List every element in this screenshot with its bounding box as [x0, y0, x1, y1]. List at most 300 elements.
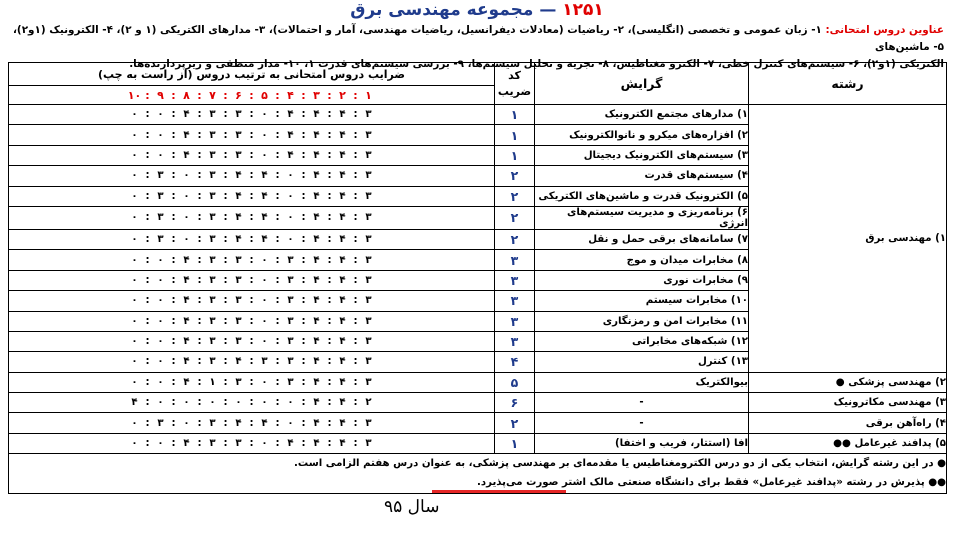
coefficient-value: ۴: [261, 417, 268, 429]
coefficient-value: ۴: [313, 254, 320, 266]
coefficient-value: ۴: [339, 129, 346, 141]
coef-separator: :: [301, 254, 306, 266]
coef-separator: :: [353, 336, 358, 348]
coefficient-value: ۳: [365, 376, 372, 388]
coefficient-value: ۴: [183, 109, 190, 121]
coefficient-value: ۴: [183, 129, 190, 141]
coefficient-value: ۰: [131, 149, 138, 161]
code-cell: ۱: [495, 125, 535, 145]
coef-separator: :: [301, 376, 306, 388]
coefficient-value: ۴: [339, 315, 346, 327]
coefficient-value: ۰: [131, 376, 138, 388]
coef-separator: :: [145, 234, 150, 246]
coef-separator: :: [327, 170, 332, 182]
track-cell: ۹) مخابرات نوری: [535, 270, 749, 290]
coefficient-value: ۳: [235, 129, 242, 141]
coef-separator: :: [197, 190, 202, 202]
coef-separator: :: [145, 295, 150, 307]
coef-separator: :: [275, 88, 280, 102]
coefficient-value: ۳: [209, 170, 216, 182]
coef-separator: :: [249, 315, 254, 327]
coef-separator: :: [145, 356, 150, 368]
track-cell: ۱۱) مخابرات امن و رمزنگاری: [535, 311, 749, 331]
coef-separator: :: [145, 417, 150, 429]
coef-separator: :: [301, 109, 306, 121]
coef-separator: :: [249, 212, 254, 224]
coef-separator: :: [197, 149, 202, 161]
coef-separator: :: [301, 190, 306, 202]
coefficient-value: ۴: [339, 295, 346, 307]
coef-separator: :: [301, 356, 306, 368]
track-cell: ۵) الکترونیک قدرت و ماشین‌های الکتریکی: [535, 186, 749, 206]
coef-separator: :: [223, 109, 228, 121]
coefficient-value: ۴: [313, 212, 320, 224]
table-row: [9, 372, 947, 392]
code-cell: ۳: [495, 291, 535, 311]
coef-separator: :: [171, 336, 176, 348]
coefficient-value: ۳: [365, 438, 372, 450]
coef-separator: :: [249, 149, 254, 161]
coefficient-value: ۳: [209, 295, 216, 307]
coefficient-value: ۳: [365, 190, 372, 202]
coefficient-value: ۰: [287, 170, 294, 182]
coef-separator: :: [327, 376, 332, 388]
coef-separator: :: [197, 356, 202, 368]
coef-separator: :: [197, 376, 202, 388]
code-cell: ۳: [495, 270, 535, 290]
track-cell: ۶) برنامه‌ریزی و مدیریت سیستم‌های انرژی: [535, 206, 749, 229]
coef-separator: :: [223, 254, 228, 266]
coef-separator: :: [197, 254, 202, 266]
note-row: [9, 454, 947, 474]
field-cell: ۴) راه‌آهن برقی: [749, 413, 947, 433]
track-cell: ۱۲) شبکه‌های مخابراتی: [535, 331, 749, 351]
coefficient-value: ۰: [157, 129, 164, 141]
coefficient-value: ۴: [183, 274, 190, 286]
coefficient-value: ۴: [339, 109, 346, 121]
coefficient-value: ۰: [261, 129, 268, 141]
table-row: [9, 413, 947, 433]
coef-separator: :: [223, 295, 228, 307]
coefficient-value: ۳: [235, 315, 242, 327]
coefficient-value: ۳: [235, 109, 242, 121]
coefficients-cell: [9, 413, 495, 433]
field-cell: ۱) مهندسی برق: [749, 105, 947, 373]
coefficients-cell: [9, 331, 495, 351]
coefficient-value: ۱: [209, 376, 216, 388]
coef-separator: :: [353, 438, 358, 450]
coef-separator: :: [223, 190, 228, 202]
coef-number-label: ۴: [287, 88, 294, 102]
coefficient-value: ۰: [183, 190, 190, 202]
coefficient-value: ۴: [287, 438, 294, 450]
coefficient-value: ۴: [183, 438, 190, 450]
coefficient-value: ۴: [313, 274, 320, 286]
coef-separator: :: [275, 356, 280, 368]
coefficient-value: ۰: [131, 295, 138, 307]
coef-separator: :: [275, 190, 280, 202]
coefficient-value: ۰: [131, 212, 138, 224]
field-cell: ۲) مهندسی پزشکی ●: [749, 372, 947, 392]
coefficients-table: [8, 62, 947, 494]
coef-separator: :: [249, 295, 254, 307]
coefficient-value: ۳: [365, 129, 372, 141]
header-track: گرایش: [535, 63, 749, 105]
coefficient-value: ۳: [209, 190, 216, 202]
coef-separator: :: [353, 88, 358, 102]
coef-separator: :: [301, 129, 306, 141]
field-cell: ۳) مهندسی مکاترونیک: [749, 393, 947, 413]
coef-separator: :: [197, 438, 202, 450]
coefficient-value: ۰: [287, 190, 294, 202]
coefficient-value: ۰: [261, 149, 268, 161]
coefficient-value: ۰: [261, 438, 268, 450]
coef-separator: :: [327, 438, 332, 450]
table-row: [9, 393, 947, 413]
coef-separator: :: [145, 274, 150, 286]
coefficient-value: ۳: [287, 315, 294, 327]
coef-separator: :: [327, 212, 332, 224]
coefficient-value: ۳: [209, 212, 216, 224]
coef-separator: :: [171, 88, 176, 102]
coef-separator: :: [145, 190, 150, 202]
coef-separator: :: [171, 212, 176, 224]
coef-separator: :: [249, 356, 254, 368]
coef-separator: :: [223, 417, 228, 429]
coefficients-cell: [9, 270, 495, 290]
coef-separator: :: [145, 376, 150, 388]
coef-separator: :: [301, 315, 306, 327]
coef-separator: :: [171, 109, 176, 121]
coefficient-value: ۴: [313, 149, 320, 161]
coefficient-value: ۴: [183, 356, 190, 368]
coef-separator: :: [353, 234, 358, 246]
coefficient-value: ۰: [183, 234, 190, 246]
coef-separator: :: [327, 109, 332, 121]
coef-separator: :: [145, 438, 150, 450]
coef-separator: :: [249, 397, 254, 409]
coef-separator: :: [353, 376, 358, 388]
coefficient-value: ۳: [365, 254, 372, 266]
coefficient-value: ۴: [339, 336, 346, 348]
track-cell: ۱۰) مخابرات سیستم: [535, 291, 749, 311]
coef-separator: :: [223, 88, 228, 102]
code-cell: ۲: [495, 413, 535, 433]
coefficient-value: ۰: [157, 274, 164, 286]
coefficient-value: ۰: [157, 438, 164, 450]
coefficient-value: ۰: [261, 109, 268, 121]
coef-number-label: ۶: [235, 88, 242, 102]
coefficient-value: ۳: [261, 356, 268, 368]
coefficient-value: ۴: [339, 212, 346, 224]
coef-separator: :: [145, 397, 150, 409]
coefficient-value: ۴: [131, 397, 138, 409]
coefficient-value: ۳: [209, 234, 216, 246]
coef-separator: :: [301, 417, 306, 429]
coefficient-value: ۴: [339, 356, 346, 368]
coef-separator: :: [145, 315, 150, 327]
coefficient-value: ۳: [365, 149, 372, 161]
coefficients-cell: [9, 229, 495, 249]
coef-separator: :: [327, 397, 332, 409]
coefficient-value: ۳: [287, 295, 294, 307]
track-cell: ۲) افزاره‌های میکرو و نانوالکترونیک: [535, 125, 749, 145]
coefficient-value: ۰: [261, 315, 268, 327]
coef-separator: :: [197, 274, 202, 286]
coefficient-value: ۳: [365, 336, 372, 348]
coef-separator: :: [353, 254, 358, 266]
coefficient-value: ۳: [157, 212, 164, 224]
coef-separator: :: [301, 397, 306, 409]
coefficient-value: ۳: [235, 438, 242, 450]
coefficient-value: ۲: [365, 397, 372, 409]
coef-separator: :: [249, 190, 254, 202]
coefficient-value: ۴: [339, 376, 346, 388]
title-text: مجموعه مهندسی برق: [350, 0, 534, 20]
coefficient-value: ۰: [157, 109, 164, 121]
coef-separator: :: [301, 438, 306, 450]
coefficient-value: ۰: [157, 295, 164, 307]
coefficient-value: ۴: [287, 109, 294, 121]
coef-separator: :: [275, 274, 280, 286]
coef-separator: :: [249, 438, 254, 450]
coefficient-value: ۴: [339, 274, 346, 286]
coefficient-value: ۴: [313, 129, 320, 141]
coef-separator: :: [171, 417, 176, 429]
coef-separator: :: [353, 129, 358, 141]
coefficient-value: ۰: [131, 170, 138, 182]
coef-separator: :: [275, 254, 280, 266]
header-coef-title: ضرایب دروس امتحانی به ترتیب دروس (از راست به چپ): [9, 63, 495, 86]
coef-separator: :: [171, 254, 176, 266]
coefficient-value: ۳: [209, 109, 216, 121]
coef-separator: :: [353, 274, 358, 286]
coef-separator: :: [171, 234, 176, 246]
coefficient-value: ۳: [235, 295, 242, 307]
coef-separator: :: [197, 295, 202, 307]
coef-separator: :: [197, 336, 202, 348]
coef-separator: :: [223, 438, 228, 450]
coef-separator: :: [353, 417, 358, 429]
track-cell: ۷) سامانه‌های برقی حمل و نقل: [535, 229, 749, 249]
coef-separator: :: [353, 295, 358, 307]
coefficient-value: ۴: [313, 234, 320, 246]
coef-separator: :: [223, 234, 228, 246]
header-code: کد ضریب: [495, 63, 535, 105]
coefficient-value: ۴: [183, 315, 190, 327]
coefficient-value: ۴: [339, 170, 346, 182]
coef-separator: :: [327, 129, 332, 141]
coefficient-value: ۴: [313, 190, 320, 202]
coef-separator: :: [171, 397, 176, 409]
coef-separator: :: [171, 295, 176, 307]
code-cell: ۲: [495, 229, 535, 249]
coefficients-cell: [9, 433, 495, 453]
coefficient-value: ۳: [365, 295, 372, 307]
coef-separator: :: [171, 274, 176, 286]
coefficient-value: ۳: [209, 254, 216, 266]
coefficient-value: ۰: [131, 336, 138, 348]
coefficient-value: ۳: [209, 129, 216, 141]
coefficient-value: ۳: [365, 109, 372, 121]
coef-separator: :: [301, 170, 306, 182]
coef-separator: :: [223, 397, 228, 409]
coefficient-value: ۰: [157, 336, 164, 348]
coef-separator: :: [249, 376, 254, 388]
coef-separator: :: [223, 129, 228, 141]
coef-separator: :: [145, 149, 150, 161]
coefficient-value: ۰: [287, 234, 294, 246]
coefficient-value: ۰: [131, 438, 138, 450]
coef-separator: :: [223, 376, 228, 388]
coef-separator: :: [327, 234, 332, 246]
header-field: رشته: [749, 63, 947, 105]
coefficient-value: ۰: [287, 212, 294, 224]
coefficient-value: ۳: [287, 254, 294, 266]
year-caption: سال ۹۵: [384, 497, 440, 517]
coef-separator: :: [301, 149, 306, 161]
coefficient-value: ۰: [261, 274, 268, 286]
coef-separator: :: [275, 438, 280, 450]
coef-separator: :: [275, 149, 280, 161]
code-cell: ۱: [495, 145, 535, 165]
coefficient-value: ۰: [183, 417, 190, 429]
coef-separator: :: [327, 88, 332, 102]
code-cell: ۶: [495, 393, 535, 413]
coefficient-value: ۰: [261, 295, 268, 307]
coefficient-value: ۴: [183, 149, 190, 161]
coef-separator: :: [353, 397, 358, 409]
coef-number-label: ۱۰: [127, 88, 142, 102]
coef-separator: :: [301, 295, 306, 307]
coefficient-value: ۴: [313, 356, 320, 368]
coefficient-value: ۳: [287, 274, 294, 286]
coefficient-value: ۳: [209, 149, 216, 161]
coefficient-value: ۳: [365, 274, 372, 286]
coef-separator: :: [197, 234, 202, 246]
page-title: ۱۲۵۱ — مجموعه مهندسی برق: [350, 0, 604, 20]
intro-label: عناوین دروس امتحانی:: [825, 24, 944, 36]
coef-separator: :: [275, 129, 280, 141]
coefficients-cell: [9, 105, 495, 125]
coef-separator: :: [327, 356, 332, 368]
code-cell: ۳: [495, 250, 535, 270]
coefficients-cell: [9, 186, 495, 206]
code-cell: ۴: [495, 352, 535, 372]
coef-separator: :: [223, 315, 228, 327]
code-cell: ۳: [495, 331, 535, 351]
track-cell: ۴) سیستم‌های قدرت: [535, 166, 749, 186]
coef-separator: :: [197, 417, 202, 429]
coefficient-value: ۰: [157, 376, 164, 388]
coef-separator: :: [327, 295, 332, 307]
coefficient-value: ۴: [339, 254, 346, 266]
coef-separator: :: [223, 149, 228, 161]
coefficient-value: ۰: [157, 254, 164, 266]
coefficients-cell: [9, 311, 495, 331]
code-cell: ۱: [495, 433, 535, 453]
coefficient-value: ۳: [287, 376, 294, 388]
coefficient-value: ۴: [313, 315, 320, 327]
coefficient-value: ۳: [365, 356, 372, 368]
coefficient-value: ۳: [365, 315, 372, 327]
coef-number-label: ۸: [183, 88, 190, 102]
coef-separator: :: [145, 254, 150, 266]
table-row: [9, 105, 947, 125]
coef-separator: :: [275, 315, 280, 327]
coefficient-value: ۴: [313, 295, 320, 307]
coef-separator: :: [171, 438, 176, 450]
table-row: [9, 433, 947, 453]
coefficient-value: ۴: [235, 234, 242, 246]
coef-separator: :: [197, 315, 202, 327]
track-cell: -: [535, 413, 749, 433]
coef-separator: :: [327, 274, 332, 286]
track-cell: ۱) مدارهای مجتمع الکترونیک: [535, 105, 749, 125]
coefficient-value: ۳: [235, 274, 242, 286]
coef-separator: :: [353, 109, 358, 121]
coef-separator: :: [249, 88, 254, 102]
coefficient-value: ۴: [339, 234, 346, 246]
coefficient-value: ۴: [261, 212, 268, 224]
coefficient-value: ۴: [183, 254, 190, 266]
coef-separator: :: [171, 376, 176, 388]
coef-separator: :: [249, 170, 254, 182]
coef-separator: :: [249, 109, 254, 121]
coefficient-value: ۳: [209, 417, 216, 429]
coefficient-value: ۳: [209, 438, 216, 450]
coef-separator: :: [223, 356, 228, 368]
coefficient-value: ۴: [339, 438, 346, 450]
coefficient-value: ۰: [131, 315, 138, 327]
coefficient-value: ۰: [157, 356, 164, 368]
coefficient-value: ۴: [339, 417, 346, 429]
coefficients-cell: [9, 250, 495, 270]
coefficient-value: ۳: [157, 417, 164, 429]
track-cell: افا (استتار، فریب و اختفا): [535, 433, 749, 453]
coef-separator: :: [197, 109, 202, 121]
coefficient-value: ۳: [365, 170, 372, 182]
coef-separator: :: [275, 109, 280, 121]
coefficient-value: ۰: [209, 397, 216, 409]
track-cell: بیوالکتریک: [535, 372, 749, 392]
coefficients-cell: [9, 125, 495, 145]
footnote: ●● پذیرش در رشته «پدافند غیرعامل» فقط برای دانشگاه صنعتی مالک اشتر صورت می‌پذیرد.: [9, 474, 947, 494]
coef-separator: :: [223, 336, 228, 348]
coef-separator: :: [301, 212, 306, 224]
coefficient-value: ۳: [365, 417, 372, 429]
coef-separator: :: [171, 170, 176, 182]
coef-separator: :: [249, 336, 254, 348]
coef-number-label: ۱: [365, 88, 372, 102]
coef-separator: :: [145, 170, 150, 182]
coefficient-value: ۳: [157, 170, 164, 182]
coefficient-value: ۰: [261, 397, 268, 409]
coef-number-label: ۷: [209, 88, 216, 102]
coefficient-value: ۴: [313, 336, 320, 348]
field-cell: ۵) پدافند غیرعامل ●●: [749, 433, 947, 453]
coef-separator: :: [327, 254, 332, 266]
coefficient-value: ۳: [365, 234, 372, 246]
coef-separator: :: [301, 88, 306, 102]
coefficients-cell: [9, 393, 495, 413]
coefficient-value: ۴: [313, 417, 320, 429]
coefficient-value: ۰: [131, 109, 138, 121]
coefficient-value: ۴: [235, 212, 242, 224]
coefficient-value: ۰: [157, 315, 164, 327]
coefficients-cell: [9, 372, 495, 392]
coef-separator: :: [275, 336, 280, 348]
